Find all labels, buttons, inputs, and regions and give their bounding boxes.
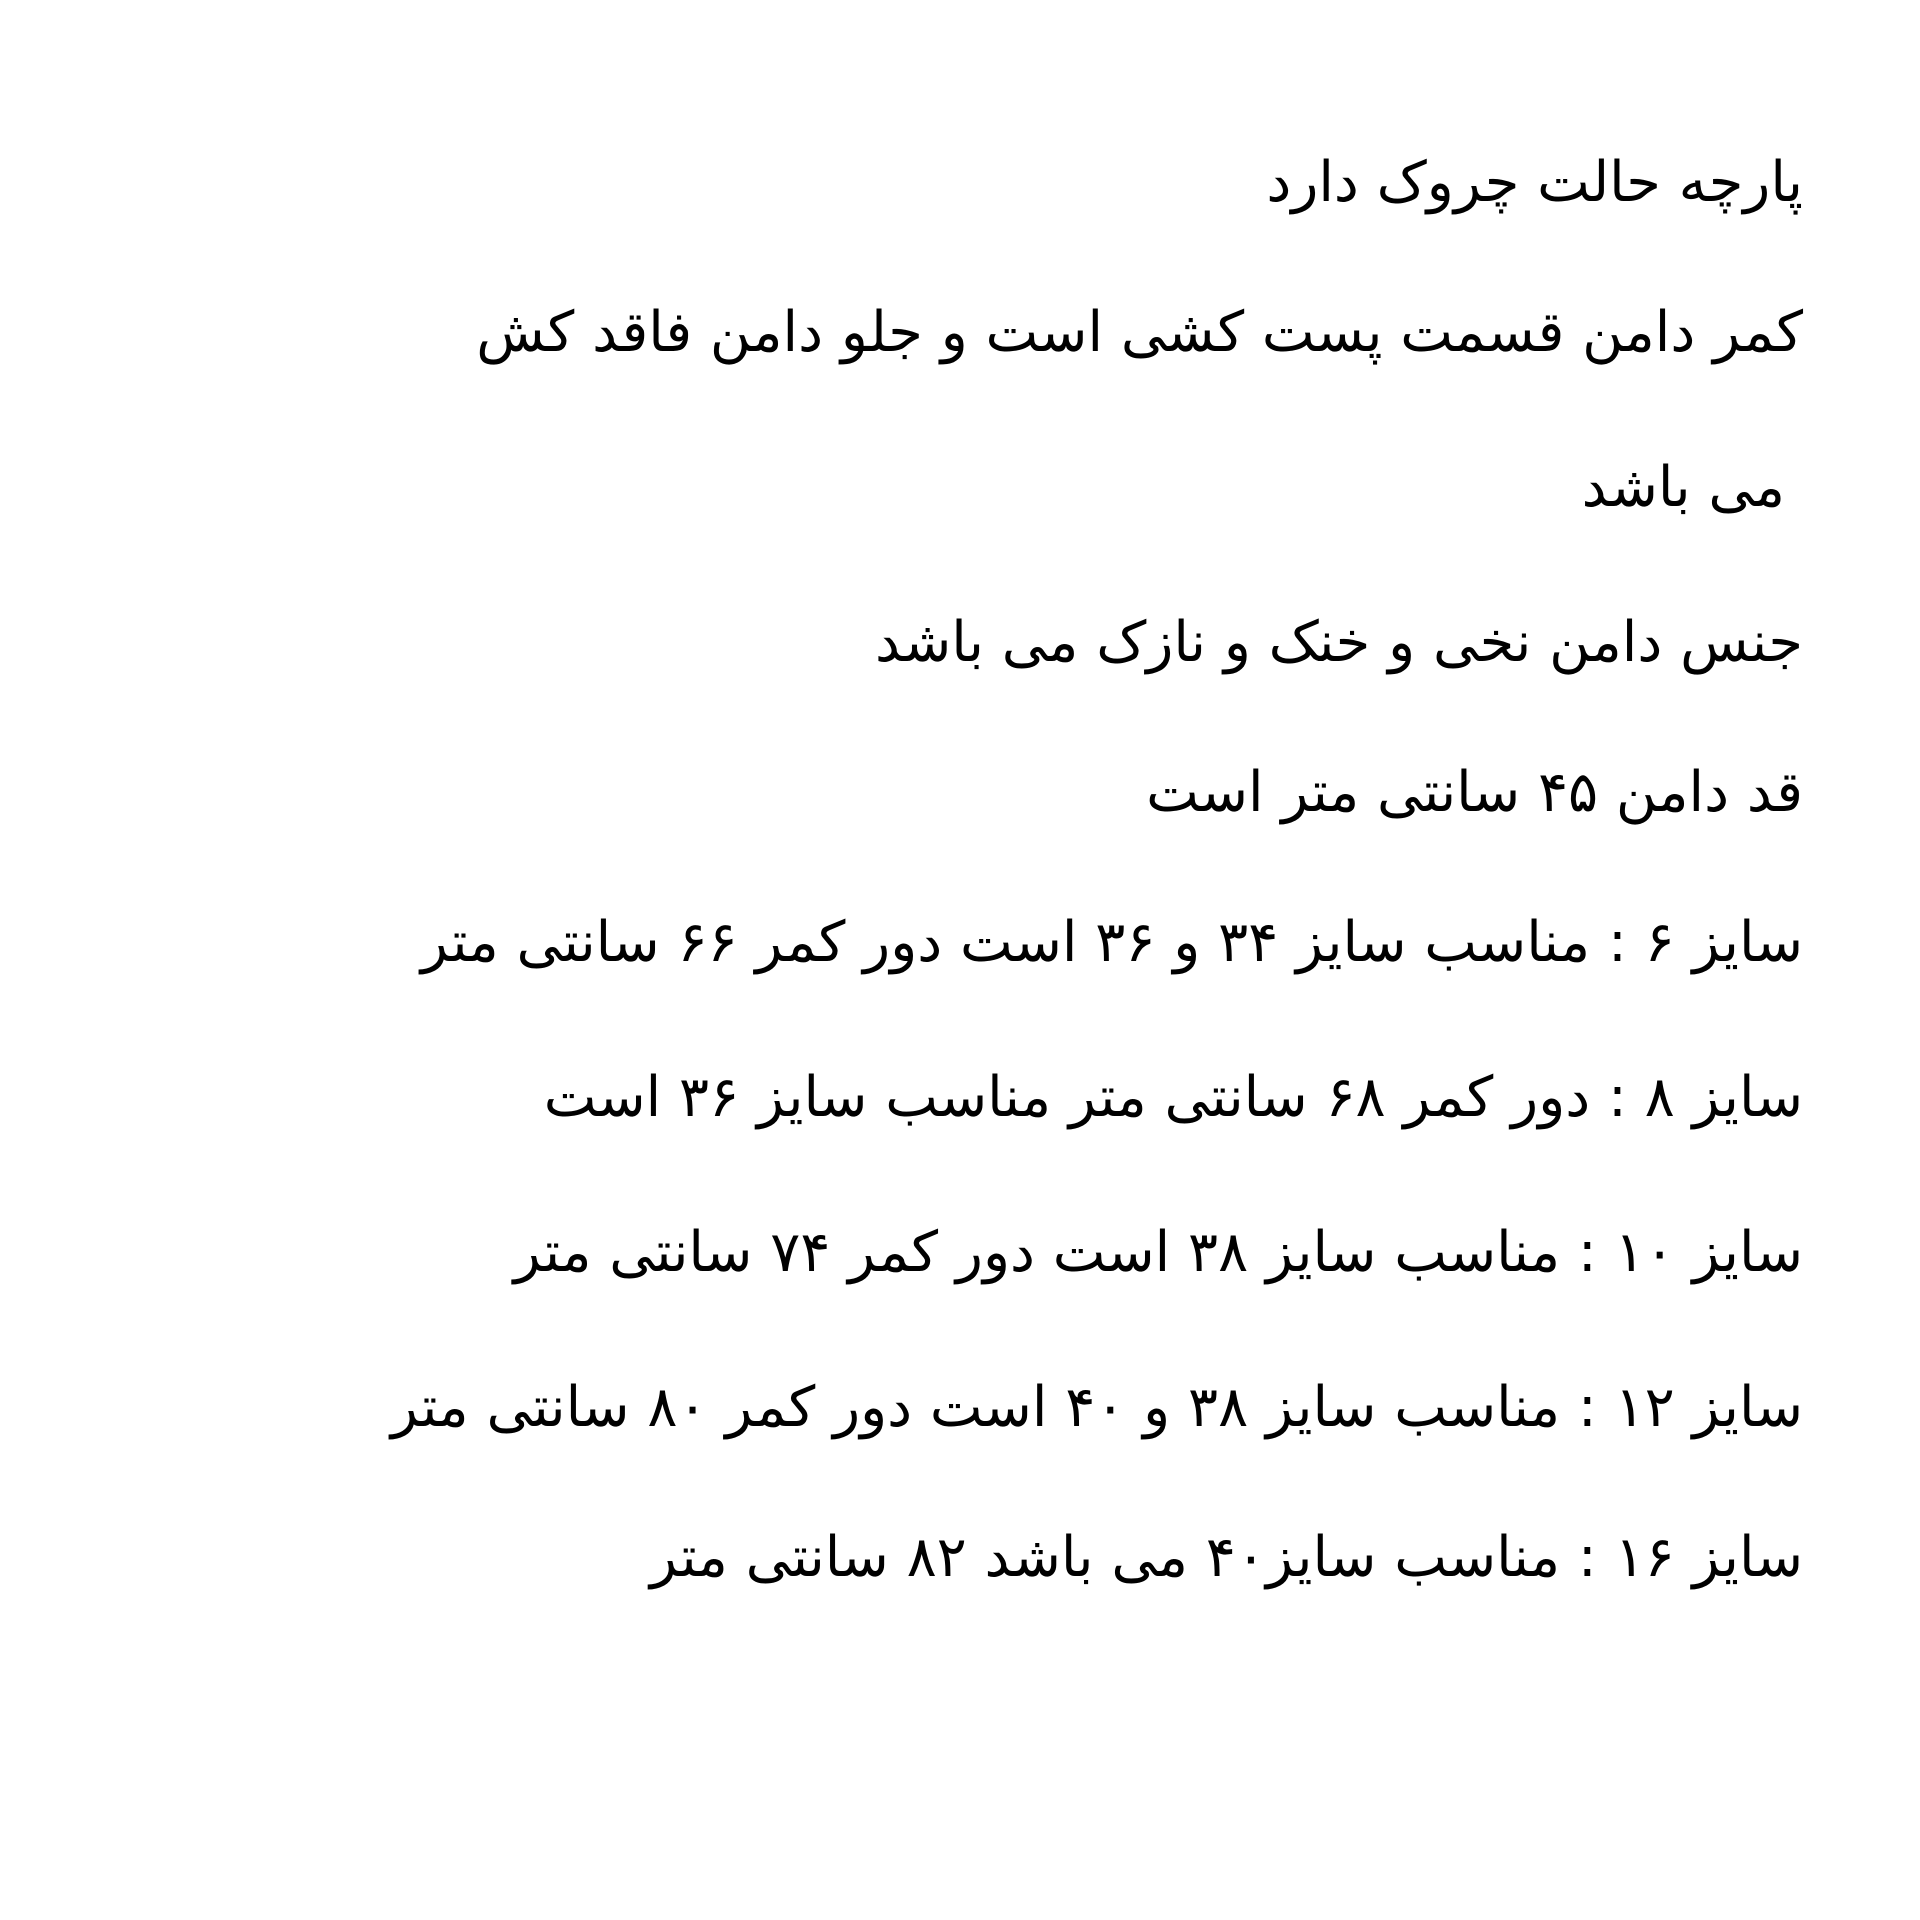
size-6-line: سایز ۶ : مناسب سایز ۳۴ و ۳۶ است دور کمر ۶۶ سانتی متر: [420, 910, 1803, 975]
fabric-wrinkle-line: پارچه حالت چروک دارد: [1266, 150, 1803, 215]
material-line: جنس دامن نخی و خنک و نازک می باشد: [874, 610, 1803, 675]
size-12-line: سایز ۱۲ : مناسب سایز ۳۸ و ۴۰ است دور کمر ۸۰ سانتی متر: [390, 1375, 1803, 1440]
waistband-line: کمر دامن قسمت پست کشی است و جلو دامن فاقد کش: [476, 300, 1803, 365]
waistband-line-continuation: می باشد: [1581, 455, 1785, 520]
skirt-length-line: قد دامن ۴۵ سانتی متر است: [1146, 760, 1803, 825]
size-16-line: سایز ۱۶ : مناسب سایز۴۰ می باشد ۸۲ سانتی متر: [650, 1525, 1803, 1590]
size-10-line: سایز ۱۰ : مناسب سایز ۳۸ است دور کمر ۷۴ سانتی متر: [513, 1220, 1803, 1285]
size-8-line: سایز ۸ : دور کمر ۶۸ سانتی متر مناسب سایز ۳۶ است: [543, 1065, 1803, 1130]
